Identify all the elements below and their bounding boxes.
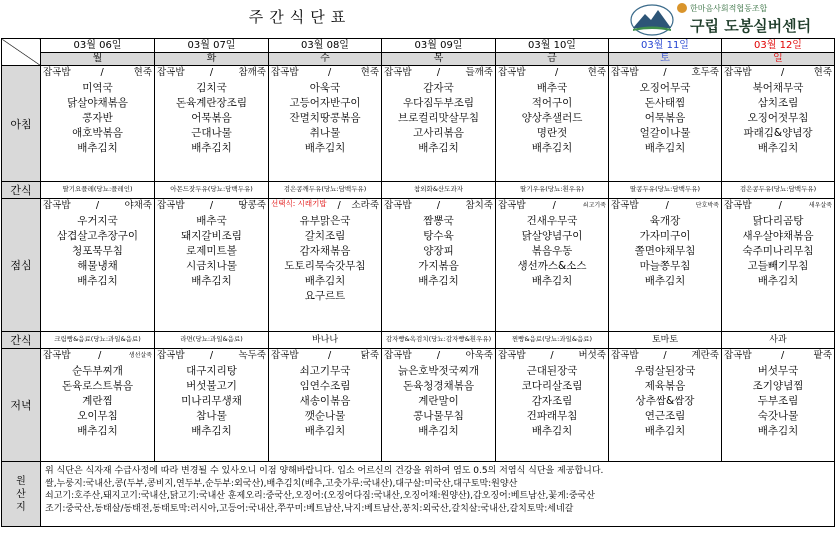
dish-item: 애호박볶음 <box>72 127 123 139</box>
rice-porridge-line <box>498 66 606 81</box>
dish-item: 감자채볶음 <box>299 245 351 257</box>
snack-cell: 아몬드잣두유(당뇨:담백두유) <box>155 182 269 199</box>
breakfast-cell <box>155 66 269 182</box>
dish-item: 쇠고기무국 <box>299 365 351 377</box>
porridge-item: 땅콩죽 <box>238 200 266 211</box>
lunch-cell <box>382 199 496 332</box>
dish-item: 배추김치 <box>77 142 118 154</box>
dish-item: 우거지국 <box>77 215 118 227</box>
separator: / <box>327 67 332 78</box>
weekday-cell: 일 <box>722 53 835 66</box>
lunch-cell <box>155 199 269 332</box>
porridge-item: 팥죽 <box>813 350 832 361</box>
dish-item: 요구르트 <box>304 290 346 302</box>
dish-item: 우렁살된장국 <box>634 365 696 377</box>
row-label-breakfast: 아침 <box>2 66 41 182</box>
dish-item: 김치국 <box>196 82 227 94</box>
porridge-item: 아욱죽 <box>465 350 493 361</box>
row-label-snack1: 간식 <box>2 182 41 199</box>
dinner-cell <box>496 349 609 462</box>
dish-item: 배추김치 <box>531 142 573 154</box>
dish-item: 로제미트볼 <box>186 245 237 257</box>
breakfast-cell <box>382 66 496 182</box>
separator: / <box>665 200 669 211</box>
lunch-cell <box>41 199 155 332</box>
dish-item: 닭다리곰탕 <box>752 215 804 227</box>
dish-item: 순두부찌개 <box>72 365 123 377</box>
dish-item: 두부조림 <box>757 395 799 407</box>
lunch-cell <box>609 199 722 332</box>
snack-cell: 검은콩두유(당뇨:담백두유) <box>722 182 835 199</box>
dish-item: 콩자반 <box>82 112 113 124</box>
rice-porridge-line <box>384 66 493 81</box>
dish-item: 볶음우동 <box>531 245 573 257</box>
date-cell: 03월 07일 <box>155 39 269 53</box>
dish-item: 해물냉채 <box>77 260 118 272</box>
dish-item: 배추국 <box>196 215 227 227</box>
weekday-cell: 목 <box>382 53 496 66</box>
dinner-cell <box>609 349 722 462</box>
dish-item: 우다짐두부조림 <box>402 97 474 109</box>
dish-item: 배추김치 <box>304 142 346 154</box>
dish-item: 잔멸치땅콩볶음 <box>289 112 361 124</box>
separator: / <box>209 200 214 211</box>
dish-item: 배추김치 <box>418 142 459 154</box>
separator: / <box>98 350 102 361</box>
porridge-item: 호두죽 <box>691 67 719 78</box>
row-label-dinner: 저녁 <box>2 349 41 462</box>
dish-item: 배추국 <box>536 82 568 94</box>
dish-item: 어묵볶음 <box>644 112 686 124</box>
porridge-item: 계란죽 <box>691 350 719 361</box>
rice-porridge-line <box>384 349 493 364</box>
dish-item: 배추김치 <box>191 142 232 154</box>
rice-item: 잡곡밥 <box>611 200 639 211</box>
porridge-item: 현죽 <box>133 67 152 78</box>
dish-item: 쫄면야채무침 <box>634 245 696 257</box>
dish-item: 계란말이 <box>418 395 459 407</box>
separator: / <box>778 200 782 211</box>
separator: / <box>663 67 667 78</box>
porridge-item: 참깨죽 <box>238 67 266 78</box>
rice-porridge-line <box>157 199 266 214</box>
date-cell: 03월 06일 <box>41 39 155 53</box>
snack-cell: 바나나 <box>269 332 382 349</box>
separator: / <box>327 350 332 361</box>
rice-item: 잡곡밥 <box>611 67 639 78</box>
dish-item: 코다리살조림 <box>521 380 583 392</box>
origin-note-line: 조기:중국산,동태살/동태전,동태토막:러시아,고등어:국내산,쭈꾸미:베트남산,낙지:베트남산,꽁치:외국산,갈치살:국내산,갈치토막:세네갈 <box>45 503 574 514</box>
dish-item: 근대된장국 <box>526 365 578 377</box>
rice-item: 잡곡밥 <box>157 200 185 211</box>
separator: / <box>337 200 341 211</box>
dish-item: 얼갈이나물 <box>639 127 691 139</box>
date-cell: 03월 09일 <box>382 39 496 53</box>
dish-item: 아욱국 <box>309 82 341 94</box>
dish-item: 삼겹살고추장구이 <box>56 230 139 242</box>
dish-item: 양장피 <box>423 245 454 257</box>
rice-porridge-line <box>43 199 152 214</box>
porridge-item: 단호박죽 <box>695 202 719 209</box>
porridge-item: 현죽 <box>360 67 379 78</box>
dish-item: 돈육계란장조림 <box>175 97 247 109</box>
snack-cell: 크림빵&음료(당뇨:과일&음료) <box>41 332 155 349</box>
rice-porridge-line <box>611 66 719 81</box>
dish-item: 돈육로스트볶음 <box>61 380 133 392</box>
org-emblem-icon <box>677 3 687 13</box>
dish-item: 근대나물 <box>191 127 232 139</box>
date-cell: 03월 08일 <box>269 39 382 53</box>
dish-item: 오징어젓무침 <box>747 112 809 124</box>
rice-porridge-line <box>43 349 152 364</box>
dish-item: 배추김치 <box>304 275 346 287</box>
rice-porridge-line <box>384 199 493 214</box>
snack-cell: 검은콩깨두유(당뇨:담백두유) <box>269 182 382 199</box>
dish-item: 취나물 <box>309 127 341 139</box>
dish-item: 돈사태찜 <box>644 97 686 109</box>
rice-porridge-line <box>724 199 832 214</box>
rice-item: 잡곡밥 <box>724 350 752 361</box>
dish-item: 유부맑은국 <box>299 215 351 227</box>
dish-item: 참나물 <box>196 410 227 422</box>
rice-item: 선택식: 시래기밥 <box>271 199 327 208</box>
snack-cell: 찐빵&음료(당뇨:과일&음료) <box>496 332 609 349</box>
dish-item: 늙은호박젓국찌개 <box>397 365 480 377</box>
rice-porridge-line <box>498 349 606 364</box>
rice-item: 잡곡밥 <box>611 350 639 361</box>
dish-item: 오이무침 <box>77 410 118 422</box>
dinner-cell <box>155 349 269 462</box>
dish-item: 배추김치 <box>531 425 573 437</box>
rice-porridge-line <box>611 199 719 214</box>
dish-item: 미나리무생채 <box>181 395 242 407</box>
date-cell: 03월 12일 <box>722 39 835 53</box>
corner-cell <box>2 39 41 66</box>
lunch-cell <box>269 199 382 332</box>
dish-item: 도토리묵숙갓무침 <box>284 260 366 272</box>
rice-porridge-line <box>724 66 832 81</box>
rice-porridge-line <box>271 349 379 364</box>
date-cell: 03월 11일 <box>609 39 722 53</box>
rice-item: 잡곡밥 <box>724 67 752 78</box>
porridge-item: 새우살죽 <box>808 202 832 209</box>
dish-item: 배추김치 <box>757 275 799 287</box>
snack-cell: 감자빵&옥검치(당뇨:감자빵&흰우유) <box>382 332 496 349</box>
rice-porridge-line <box>498 199 606 214</box>
rice-item: 잡곡밥 <box>498 350 526 361</box>
origin-note-line: 쇠고기:호주산,돼지고기:국내산,닭고기:국내산 훈제오리:중국산,오징어:(오징어다짐:국내산,오징어채:원양산),갑오징어:베트남산,꽃게:중국산 <box>45 491 595 501</box>
dish-item: 파래김&양념장 <box>743 127 813 139</box>
dish-item: 오징어무국 <box>639 82 691 94</box>
snack-cell: 딸기요플레(당뇨:플레인) <box>41 182 155 199</box>
rice-porridge-line <box>611 349 719 364</box>
dish-item: 배추김치 <box>531 275 573 287</box>
dish-item: 갈치조림 <box>304 230 346 242</box>
separator: / <box>436 67 441 78</box>
dish-item: 가자미구이 <box>639 230 691 242</box>
rice-porridge-line <box>271 199 379 214</box>
rice-item: 잡곡밥 <box>384 350 412 361</box>
porridge-item: 야채죽 <box>124 200 152 211</box>
rice-porridge-line <box>157 349 266 364</box>
origin-note-line: 쌀,누룽지:국내산,콩(두부,콩비지,연두부,순두부:외국산),배추김치(배추,고춧가루:국내산),대구살:미국산,대구토막:원양산 <box>45 478 518 489</box>
dish-item: 어묵볶음 <box>191 112 232 124</box>
rice-item: 잡곡밥 <box>384 67 412 78</box>
mountain-logo-icon <box>630 4 674 36</box>
porridge-item: 현죽 <box>813 67 832 78</box>
dish-item: 새우살야채볶음 <box>742 230 814 242</box>
row-label-origin <box>2 462 41 527</box>
rice-porridge-line <box>43 66 152 81</box>
dish-item: 가지볶음 <box>418 260 459 272</box>
rice-item: 잡곡밥 <box>271 350 299 361</box>
dish-item: 임연수조림 <box>299 380 351 392</box>
dish-item: 새송이볶음 <box>299 395 351 407</box>
dish-item: 시금치나물 <box>186 260 237 272</box>
dish-item: 배추김치 <box>418 275 459 287</box>
rice-item: 잡곡밥 <box>43 200 71 211</box>
dish-item: 계란찜 <box>82 395 113 407</box>
separator: / <box>95 200 100 211</box>
dish-item: 삼치조림 <box>757 97 799 109</box>
dish-item: 닭살야채볶음 <box>67 97 128 109</box>
date-cell: 03월 10일 <box>496 39 609 53</box>
rice-porridge-line <box>724 349 832 364</box>
dish-item: 건새우무국 <box>526 215 578 227</box>
dish-item: 명란젓 <box>536 127 568 139</box>
dish-item: 돈육청경채볶음 <box>402 380 474 392</box>
weekday-cell: 월 <box>41 53 155 66</box>
page-title: 주간식단표 <box>248 8 352 26</box>
snack-cell: 딸콩두유(당뇨:담백두유) <box>609 182 722 199</box>
dish-item: 배추김치 <box>757 142 799 154</box>
dish-item: 고들빼기무침 <box>747 260 809 272</box>
dish-item: 고등어자반구이 <box>289 97 361 109</box>
dish-item: 조기양념찜 <box>752 380 804 392</box>
dish-item: 육개장 <box>649 215 681 227</box>
dish-item: 연근조림 <box>644 410 686 422</box>
dish-item: 배추김치 <box>77 425 118 437</box>
menu-table <box>1 38 835 527</box>
dish-item: 고사리볶음 <box>413 127 464 139</box>
breakfast-cell <box>41 66 155 182</box>
org-name: 한마음사회적협동조합 <box>690 4 768 13</box>
lunch-cell <box>496 199 609 332</box>
dish-item: 브로컬리맛살무침 <box>397 112 480 124</box>
porridge-item: 현죽 <box>587 67 606 78</box>
rice-item: 잡곡밥 <box>157 350 185 361</box>
origin-label-text: 원산지 <box>16 475 26 513</box>
porridge-item: 버섯죽 <box>578 350 606 361</box>
dish-item: 배추김치 <box>304 425 346 437</box>
dinner-cell <box>269 349 382 462</box>
rice-item: 잡곡밥 <box>384 200 412 211</box>
separator: / <box>550 350 554 361</box>
porridge-item: 참치죽 <box>465 200 493 211</box>
dish-item: 배추김치 <box>418 425 459 437</box>
rice-item: 잡곡밥 <box>498 67 526 78</box>
porridge-item: 녹두죽 <box>238 350 266 361</box>
center-logo <box>630 2 830 38</box>
dish-item: 콩나물무침 <box>413 410 464 422</box>
dish-item: 미역국 <box>82 82 113 94</box>
dish-item: 탕수육 <box>423 230 454 242</box>
dish-item: 깻순나물 <box>304 410 346 422</box>
dish-item: 배추김치 <box>644 142 686 154</box>
dish-item: 제육볶음 <box>644 380 686 392</box>
separator: / <box>780 67 785 78</box>
weekday-cell: 수 <box>269 53 382 66</box>
dish-item: 돼지갈비조림 <box>181 230 242 242</box>
dish-item: 배추김치 <box>191 275 232 287</box>
separator: / <box>436 350 441 361</box>
separator: / <box>100 67 104 78</box>
porridge-item: 생선살죽 <box>128 352 152 359</box>
separator: / <box>209 67 214 78</box>
breakfast-cell <box>722 66 835 182</box>
porridge-item: 들깨죽 <box>465 67 493 78</box>
rice-item: 잡곡밥 <box>724 200 752 211</box>
center-name: 구립 도봉실버센터 <box>690 17 812 35</box>
snack-cell: 사과 <box>722 332 835 349</box>
row-label-lunch: 점심 <box>2 199 41 332</box>
rice-item: 잡곡밥 <box>157 67 185 78</box>
weekday-cell: 토 <box>609 53 722 66</box>
separator: / <box>552 200 556 211</box>
porridge-item: 소라죽 <box>351 200 379 211</box>
dish-item: 배추김치 <box>644 425 686 437</box>
porridge-item: 쇠고기죽 <box>582 202 606 209</box>
dish-item: 대구지리탕 <box>186 365 237 377</box>
dish-item: 닭살양념구이 <box>521 230 583 242</box>
row-label-snack2: 간식 <box>2 332 41 349</box>
dish-item: 숙갓나물 <box>757 410 799 422</box>
dish-item: 배추김치 <box>644 275 686 287</box>
separator: / <box>209 350 214 361</box>
breakfast-cell <box>609 66 722 182</box>
rice-item: 잡곡밥 <box>43 350 71 361</box>
breakfast-cell <box>496 66 609 182</box>
dish-item: 적어구이 <box>531 97 573 109</box>
rice-item: 잡곡밥 <box>498 200 526 211</box>
dish-item: 건파래무침 <box>526 410 578 422</box>
origin-note-line: 위 식단은 식자재 수급사정에 따라 변경될 수 있사오니 이점 양해바랍니다. 입소 어르신의 건강을 위하여 염도 0.5의 저염식 식단을 제공합니다. <box>45 466 604 476</box>
porridge-item: 닭죽 <box>360 350 379 361</box>
dish-item: 북어채무국 <box>752 82 804 94</box>
dish-item: 배추김치 <box>191 425 232 437</box>
dish-item: 청포묵무침 <box>72 245 123 257</box>
separator: / <box>436 200 441 211</box>
rice-porridge-line <box>157 66 266 81</box>
dinner-cell <box>382 349 496 462</box>
weekday-cell: 금 <box>496 53 609 66</box>
origin-notes-cell <box>41 462 835 527</box>
dish-item: 배추김치 <box>77 275 118 287</box>
dish-item: 버섯무국 <box>757 365 799 377</box>
dish-item: 감자조림 <box>531 395 573 407</box>
lunch-cell <box>722 199 835 332</box>
rice-item: 잡곡밥 <box>43 67 71 78</box>
weekday-cell: 화 <box>155 53 269 66</box>
separator: / <box>780 350 785 361</box>
rice-item: 잡곡밥 <box>271 67 299 78</box>
separator: / <box>663 350 667 361</box>
dish-item: 버섯불고기 <box>186 380 237 392</box>
snack-cell: 토마토 <box>609 332 722 349</box>
rice-porridge-line <box>271 66 379 81</box>
snack-cell: 참외화&산도과자 <box>382 182 496 199</box>
snack-cell: 딸기우유(당뇨:흰우유) <box>496 182 609 199</box>
dish-item: 생선까스&소스 <box>517 260 587 272</box>
dish-item: 숙주미나리무침 <box>742 245 814 257</box>
dish-item: 마늘쫑무침 <box>639 260 691 272</box>
breakfast-cell <box>269 66 382 182</box>
dish-item: 감자국 <box>423 82 454 94</box>
dish-item: 짬뽕국 <box>423 215 454 227</box>
dinner-cell <box>41 349 155 462</box>
dish-item: 상추쌈&쌈장 <box>635 395 695 407</box>
dish-item: 배추김치 <box>757 425 799 437</box>
dinner-cell <box>722 349 835 462</box>
dish-item: 양상추샐러드 <box>521 112 583 124</box>
separator: / <box>554 67 559 78</box>
snack-cell: 라면(당뇨:과일&음료) <box>155 332 269 349</box>
